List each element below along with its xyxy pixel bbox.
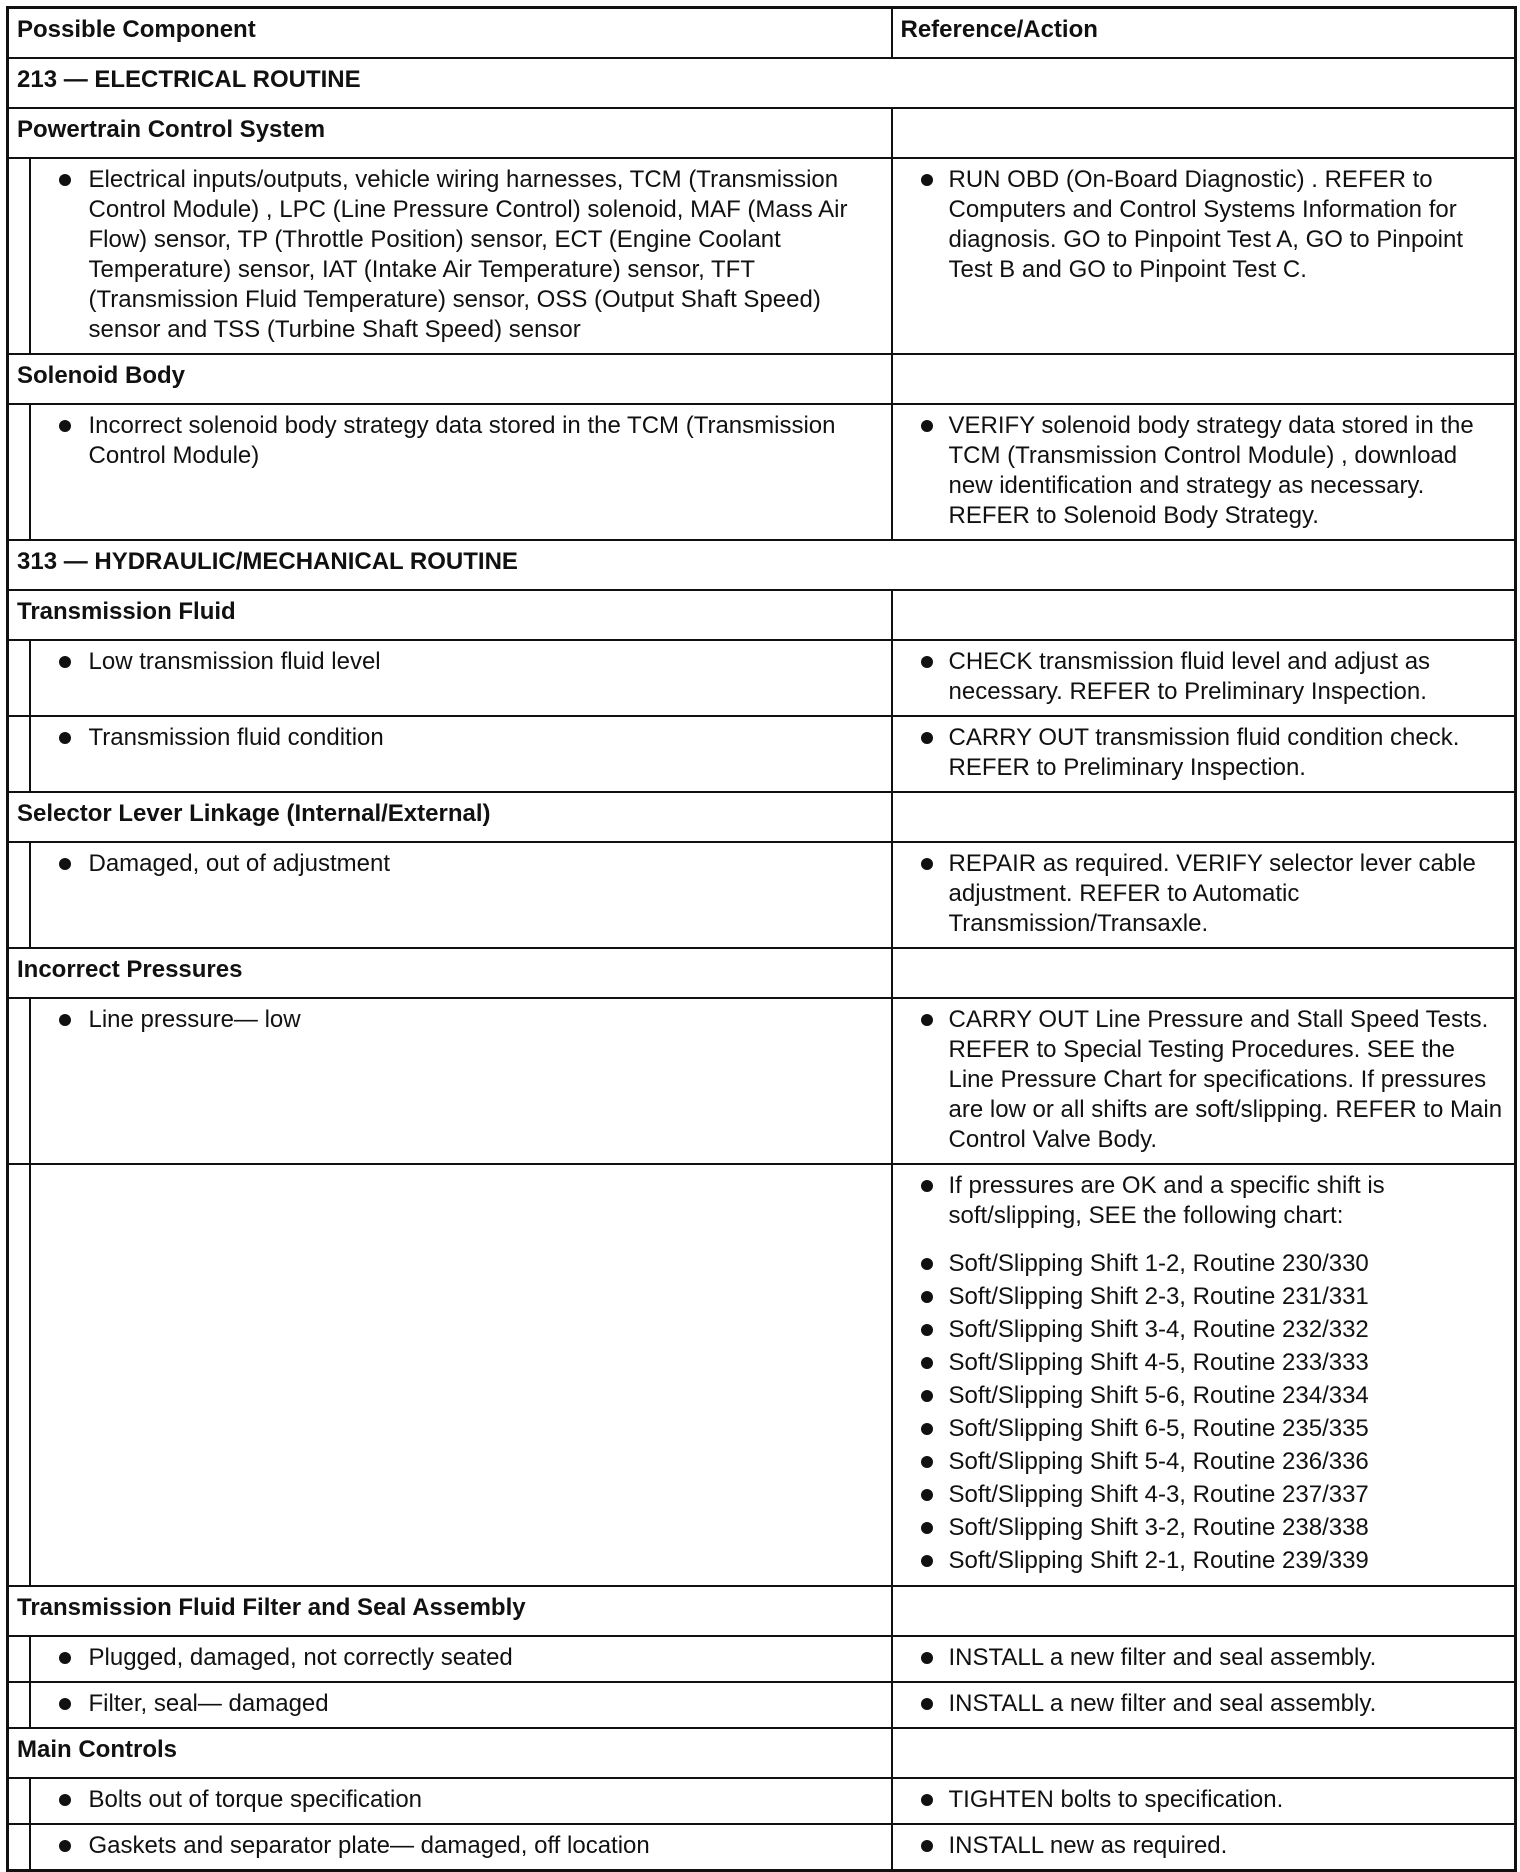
cause-item: Plugged, damaged, not correctly seated <box>39 1643 883 1673</box>
action-item: RUN OBD (On-Board Diagnostic) . REFER to Computers and Control Systems Information for diagnosis. GO to Pinpoint Test A, GO to Pinpoint Test B and GO to Pinpoint Test C. <box>901 165 1507 285</box>
empty-cell <box>892 1728 1516 1778</box>
diagnostic-table-page <box>6 6 1517 1872</box>
empty-cause-cell <box>30 1164 892 1586</box>
component-row <box>8 354 1516 404</box>
action-cell <box>892 1778 1516 1824</box>
cause-item: Electrical inputs/outputs, vehicle wiring harnesses, TCM (Transmission Control Module) , LPC (Line Pressure Control) solenoid, MAF (Mass Air Flow) sensor, TP (Throttle Position) sensor, ECT (Engine Coolant Temperature) sensor, IAT (Intake Air Temperature) sensor, TFT (Transmission Fluid Temperature) sensor, OSS (Output Shaft Speed) sensor and TSS (Turbine Shaft Speed) sensor <box>39 165 883 345</box>
action-item: CARRY OUT transmission fluid condition check. REFER to Preliminary Inspection. <box>901 723 1507 783</box>
cause-cell <box>30 842 892 948</box>
cause-item: Line pressure— low <box>39 1005 883 1035</box>
cause-cell <box>30 1682 892 1728</box>
empty-cell <box>892 590 1516 640</box>
action-cell <box>892 1682 1516 1728</box>
cause-cell <box>30 1636 892 1682</box>
possible-component-header: Possible Component <box>8 8 892 59</box>
empty-cell <box>892 1586 1516 1636</box>
indent-cell <box>8 1824 30 1871</box>
indent-cell <box>8 1636 30 1682</box>
list-item: Soft/Slipping Shift 4-5, Routine 233/333 <box>901 1346 1507 1379</box>
table-row <box>8 1824 1516 1871</box>
list-item: Soft/Slipping Shift 6-5, Routine 235/335 <box>901 1412 1507 1445</box>
action-cell <box>892 404 1516 540</box>
cause-item: Bolts out of torque specification <box>39 1785 883 1815</box>
list-item: Soft/Slipping Shift 2-1, Routine 239/339 <box>901 1544 1507 1577</box>
indent-cell <box>8 1164 30 1586</box>
empty-cell <box>892 792 1516 842</box>
action-item: REPAIR as required. VERIFY selector lever cable adjustment. REFER to Automatic Transmission/Transaxle. <box>901 849 1507 939</box>
indent-cell <box>8 640 30 716</box>
table-row <box>8 1164 1516 1586</box>
cause-item: Filter, seal— damaged <box>39 1689 883 1719</box>
action-cell <box>892 1164 1516 1586</box>
indent-cell <box>8 716 30 792</box>
table-row <box>8 1636 1516 1682</box>
action-cell <box>892 158 1516 354</box>
shift-routine-list <box>901 1247 1507 1577</box>
section-row <box>8 540 1516 590</box>
list-item: Soft/Slipping Shift 5-4, Routine 236/336 <box>901 1445 1507 1478</box>
component-solenoid-body: Solenoid Body <box>8 354 892 404</box>
action-item: If pressures are OK and a specific shift is soft/slipping, SEE the following chart: <box>901 1171 1507 1231</box>
section-title-electrical: 213 — ELECTRICAL ROUTINE <box>8 58 1516 108</box>
table-row <box>8 404 1516 540</box>
component-incorrect-pressures: Incorrect Pressures <box>8 948 892 998</box>
action-item: INSTALL a new filter and seal assembly. <box>901 1689 1507 1719</box>
cause-item: Low transmission fluid level <box>39 647 883 677</box>
table-header-row <box>8 8 1516 59</box>
component-powertrain-control-system: Powertrain Control System <box>8 108 892 158</box>
component-main-controls: Main Controls <box>8 1728 892 1778</box>
component-row <box>8 792 1516 842</box>
cause-cell <box>30 998 892 1164</box>
action-item: INSTALL new as required. <box>901 1831 1507 1861</box>
indent-cell <box>8 842 30 948</box>
list-item: Soft/Slipping Shift 5-6, Routine 234/334 <box>901 1379 1507 1412</box>
component-transmission-fluid: Transmission Fluid <box>8 590 892 640</box>
indent-cell <box>8 998 30 1164</box>
action-item: INSTALL a new filter and seal assembly. <box>901 1643 1507 1673</box>
table-row <box>8 158 1516 354</box>
indent-cell <box>8 158 30 354</box>
action-item: CARRY OUT Line Pressure and Stall Speed Tests. REFER to Special Testing Procedures. SEE the Line Pressure Chart for specifications. If pressures are low or all shifts are soft/slipping. REFER to Main Control Valve Body. <box>901 1005 1507 1155</box>
cause-cell <box>30 404 892 540</box>
indent-cell <box>8 1778 30 1824</box>
empty-cell <box>892 948 1516 998</box>
cause-item: Gaskets and separator plate— damaged, off location <box>39 1831 883 1861</box>
action-item: VERIFY solenoid body strategy data stored in the TCM (Transmission Control Module) , download new identification and strategy as necessary. REFER to Solenoid Body Strategy. <box>901 411 1507 531</box>
table-row <box>8 1682 1516 1728</box>
list-item: Soft/Slipping Shift 4-3, Routine 237/337 <box>901 1478 1507 1511</box>
action-cell <box>892 1824 1516 1871</box>
cause-cell <box>30 1824 892 1871</box>
indent-cell <box>8 404 30 540</box>
empty-cell <box>892 354 1516 404</box>
cause-cell <box>30 1778 892 1824</box>
component-row <box>8 1586 1516 1636</box>
component-row <box>8 1728 1516 1778</box>
table-row <box>8 998 1516 1164</box>
component-row <box>8 948 1516 998</box>
diagnostic-table <box>6 6 1517 1872</box>
action-cell <box>892 640 1516 716</box>
empty-cell <box>892 108 1516 158</box>
cause-item: Incorrect solenoid body strategy data stored in the TCM (Transmission Control Module) <box>39 411 883 471</box>
component-row <box>8 590 1516 640</box>
list-item: Soft/Slipping Shift 2-3, Routine 231/331 <box>901 1280 1507 1313</box>
indent-cell <box>8 1682 30 1728</box>
component-row <box>8 108 1516 158</box>
action-cell <box>892 1636 1516 1682</box>
action-cell <box>892 998 1516 1164</box>
action-cell <box>892 716 1516 792</box>
cause-cell <box>30 640 892 716</box>
cause-cell <box>30 158 892 354</box>
list-item: Soft/Slipping Shift 1-2, Routine 230/330 <box>901 1247 1507 1280</box>
section-title-hydraulic: 313 — HYDRAULIC/MECHANICAL ROUTINE <box>8 540 1516 590</box>
component-selector-lever-linkage: Selector Lever Linkage (Internal/External) <box>8 792 892 842</box>
table-row <box>8 1778 1516 1824</box>
reference-action-header: Reference/Action <box>892 8 1516 59</box>
list-item: Soft/Slipping Shift 3-2, Routine 238/338 <box>901 1511 1507 1544</box>
table-row <box>8 842 1516 948</box>
action-cell <box>892 842 1516 948</box>
action-item: TIGHTEN bolts to specification. <box>901 1785 1507 1815</box>
list-item: Soft/Slipping Shift 3-4, Routine 232/332 <box>901 1313 1507 1346</box>
table-row <box>8 716 1516 792</box>
table-row <box>8 640 1516 716</box>
cause-item: Damaged, out of adjustment <box>39 849 883 879</box>
action-item: CHECK transmission fluid level and adjust as necessary. REFER to Preliminary Inspection. <box>901 647 1507 707</box>
cause-item: Transmission fluid condition <box>39 723 883 753</box>
section-row <box>8 58 1516 108</box>
cause-cell <box>30 716 892 792</box>
component-filter-seal-assembly: Transmission Fluid Filter and Seal Assembly <box>8 1586 892 1636</box>
